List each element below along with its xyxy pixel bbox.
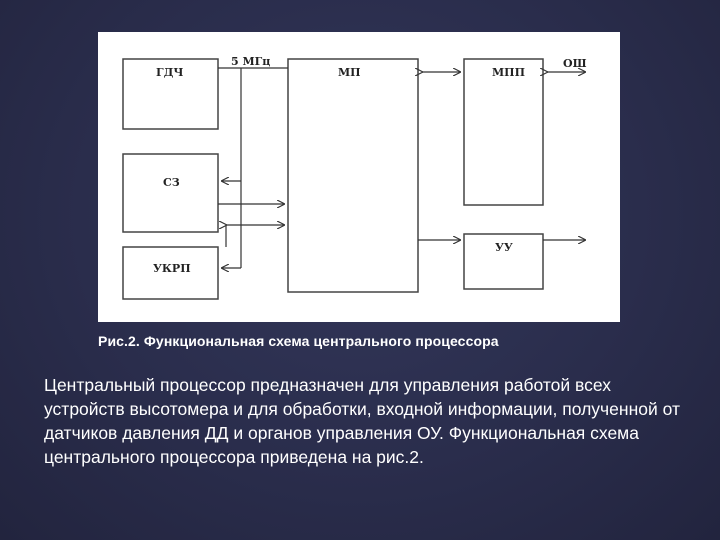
block-mp (288, 59, 418, 292)
label-sz: СЗ (163, 176, 180, 189)
label-mpp: МПП (492, 66, 525, 79)
label-freq: 5 МГц (231, 55, 271, 68)
block-mpp (464, 59, 543, 205)
label-uu: УУ (495, 241, 513, 254)
label-oshch: ОШ (563, 57, 587, 70)
description-paragraph: Центральный процессор предназначен для управления работой всех устройств высотомера и для обработки, входной информации, полученной от датчиков давления ДД и органов управления ОУ. Функциональная схема центрального процессора приведена на рис.2. (44, 375, 680, 467)
block-sz (123, 154, 218, 232)
label-ukrp: УКРП (153, 262, 191, 275)
label-mp: МП (338, 66, 361, 79)
label-gdch: ГДЧ (156, 66, 184, 79)
figure-caption: Рис.2. Функциональная схема центрального процессора (98, 333, 499, 349)
functional-diagram (98, 32, 620, 322)
diagram-figure (98, 32, 620, 322)
